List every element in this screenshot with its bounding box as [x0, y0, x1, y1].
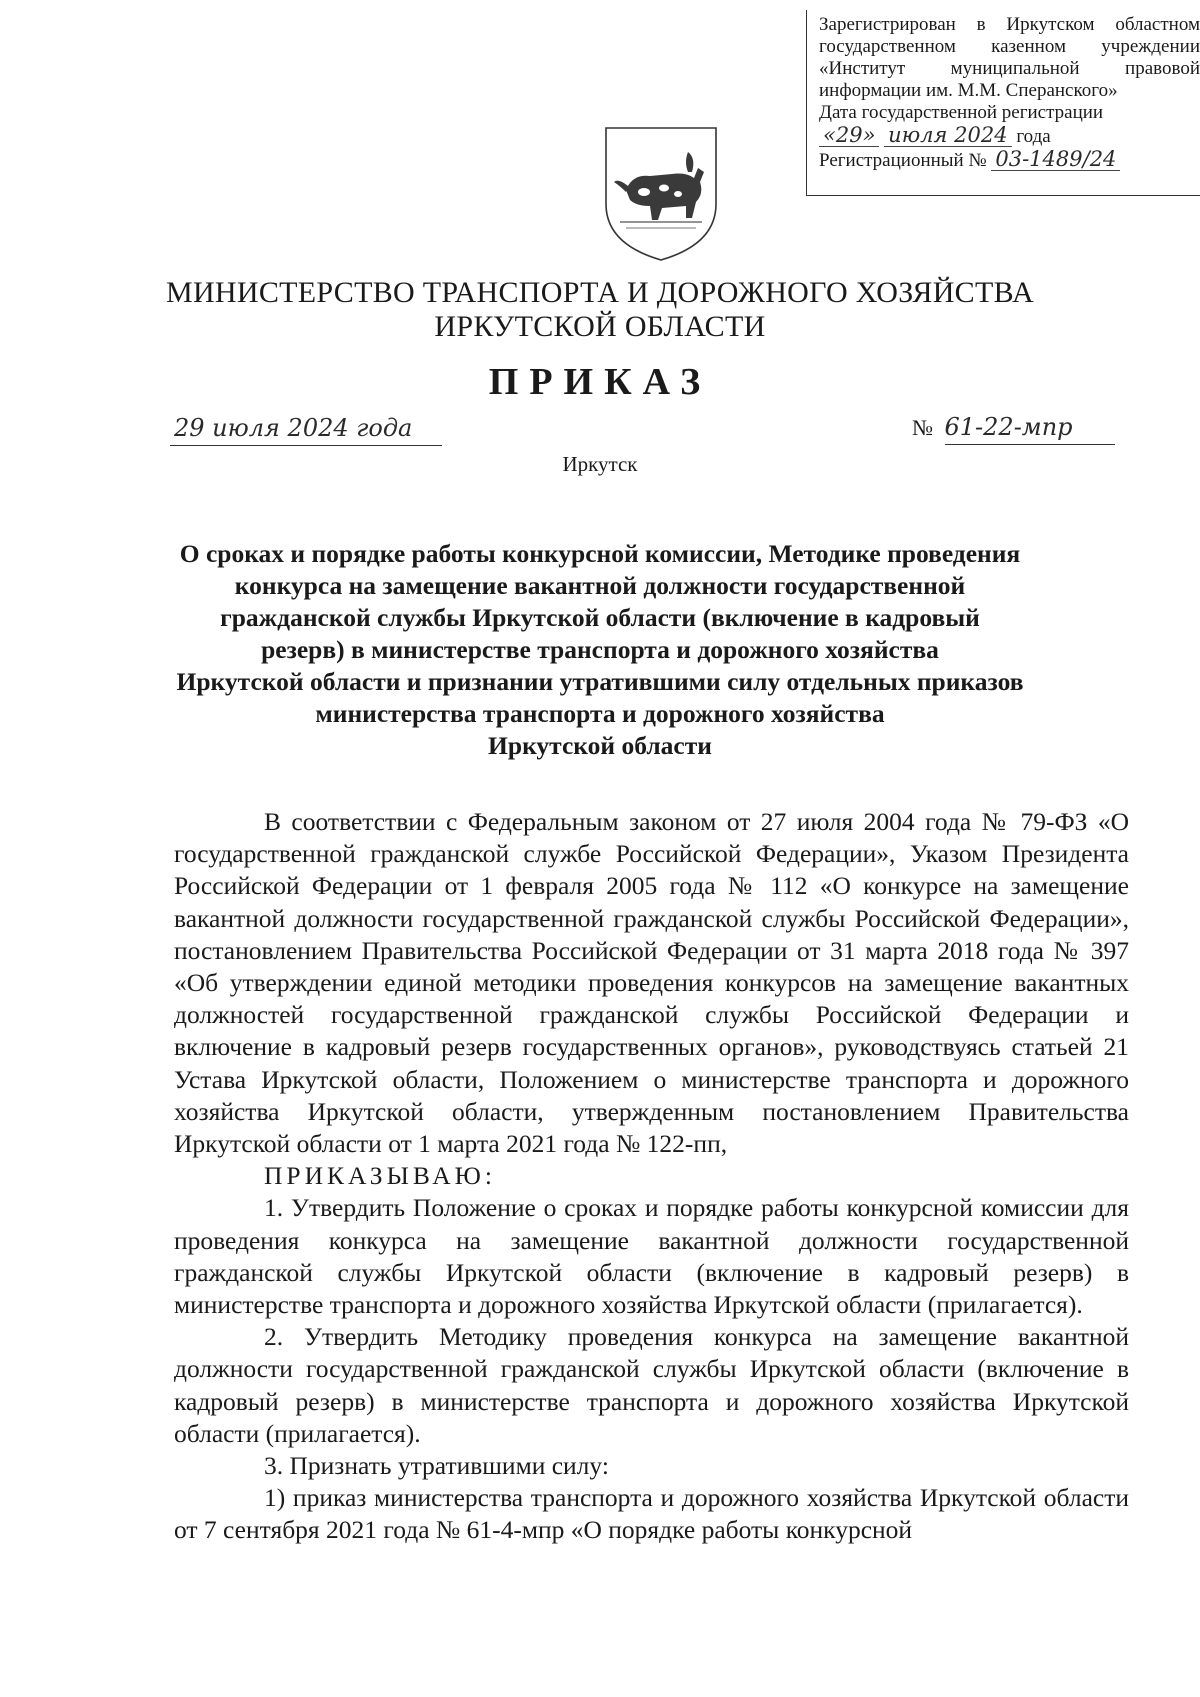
document-title-line: министерства транспорта и дорожного хозяйства — [315, 699, 885, 728]
preamble-paragraph: В соответствии с Федеральным законом от 27 июля 2004 года № 79-ФЗ «О государственной гражданской службе Российской Федерации», Указом Президента Российской Федерации от 1 февраля 2005 года № 112 «О конкурсе на замещение вакантной должности государственной гражданской службы Российской Федерации», постановлением Правительства Российской Федерации от 31 марта 2018 года № 397 «Об утверждении единой методики проведения конкурсов на замещение вакантных должностей государственной гражданской службы Российской Федерации и включение в кадровый резерв государственных органов», руководствуясь статьей 21 Устава Иркутской области, Положением о министерстве транспорта и дорожного хозяйства Иркутской области, утвержденным постановлением Правительства Иркутской области от 1 марта 2021 года № 122-пп, — [174, 807, 1129, 1159]
order-word: ПРИКАЗЫВАЮ: — [264, 1161, 496, 1191]
ministry-name-line: МИНИСТЕРСТВО ТРАНСПОРТА И ДОРОЖНОГО ХОЗЯЙСТВА — [165, 276, 1034, 309]
document-title-line: О сроках и порядке работы конкурсной комиссии, Методике проведения — [179, 539, 1021, 568]
document-title — [160, 538, 1040, 762]
order-item-3: 3. Признать утратившими силу: — [264, 1451, 609, 1481]
irkutsk-coat-of-arms-icon — [600, 122, 722, 264]
ministry-region-line: ИРКУТСКОЙ ОБЛАСТИ — [434, 310, 766, 343]
registration-stamp — [806, 10, 1200, 196]
document-title-line: резерв) в министерстве транспорта и дорожного хозяйства — [261, 635, 939, 664]
stamp-registration-date — [819, 124, 1200, 148]
stamp-registration-number — [819, 148, 1200, 172]
order-item-1: 1. Утвердить Положение о сроках и порядке работы конкурсной комиссии для проведения конкурса на замещение вакантной должности государственной гражданской службы Иркутской области (включение в кадровый резерв) в министерстве транспорта и дорожного хозяйства Иркутской области (прилагается). — [174, 1193, 1129, 1320]
stamp-date-suffix: года — [1016, 126, 1051, 147]
document-title-line: Иркутской области и признании утратившими силу отдельных приказов — [176, 667, 1024, 696]
stamp-date-month-year: июля 2024 — [884, 124, 1011, 147]
order-title: ПРИКАЗ — [488, 361, 712, 403]
stamp-line: Зарегистрирован в Иркутском областном — [819, 14, 1200, 35]
stamp-line: «Институт муниципальной правовой — [819, 58, 1200, 79]
document-title-line: Иркутской области — [488, 731, 712, 760]
stamp-date-day: «29» — [819, 124, 879, 147]
document-body — [174, 806, 1129, 1547]
stamp-line: государственном казенном учреждении — [819, 36, 1200, 57]
document-title-line: гражданской службы Иркутской области (включение в кадровый — [220, 603, 980, 632]
city-label: Иркутск — [562, 452, 638, 476]
stamp-reg-number: 03-1489/24 — [991, 148, 1120, 171]
order-number-label: № — [912, 415, 933, 440]
stamp-reg-label: Регистрационный № — [819, 150, 987, 171]
ministry-heading — [0, 276, 1200, 344]
order-number — [912, 410, 1115, 446]
order-item-3-1: 1) приказ министерства транспорта и дорожного хозяйства Иркутской области от 7 сентября 2021 года № 61-4-мпр «О порядке работы конкурсной — [174, 1483, 1129, 1545]
order-item-2: 2. Утвердить Методику проведения конкурса на замещение вакантной должности государственной гражданской службы Иркутской области (включение в кадровый резерв) в министерстве транспорта и дорожного хозяйства Иркутской области (прилагается). — [174, 1322, 1129, 1448]
stamp-line: информации им. М.М. Сперанского» — [819, 80, 1118, 101]
order-date-handwritten: 29 июля 2024 года — [170, 412, 442, 446]
document-title-line: конкурса на замещение вакантной должности государственной — [234, 571, 966, 600]
stamp-line: Дата государственной регистрации — [819, 102, 1104, 123]
order-number-handwritten: 61-22-мпр — [945, 410, 1115, 445]
